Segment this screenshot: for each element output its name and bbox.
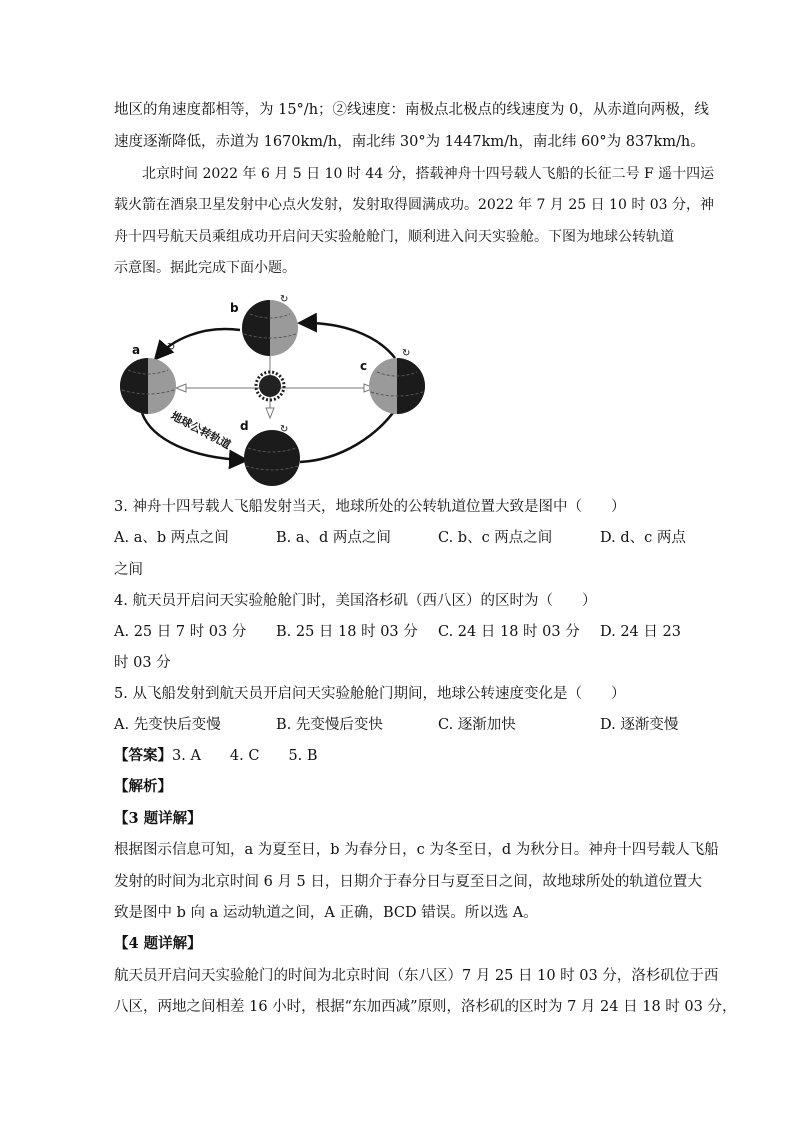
svg-text:↻: ↻ [280,294,289,305]
q5-option-c: C. 逐渐加快 [438,717,516,733]
question-4-stem: 4. 航天员开启问天实验舱舱门时，美国洛杉矶（西八区）的区时为（ ） [114,593,597,609]
sun-icon [256,372,284,400]
orbit-label: 地球公转轨道 [168,409,233,452]
q5-option-a: A. 先变快后变慢 [114,717,221,733]
label-d: d [240,419,249,433]
answer-label: 【答案】 [114,747,172,764]
orbit-arc-d-to-c [300,410,395,462]
passage-line-3: 舟十四号航天员乘组成功开启问天实验舱舱门，顺利进入问天实验舱。下图为地球公转轨道 [114,229,674,245]
q3-detail-line-2: 发射的时间为北京时间 6 月 5 日，日期介于春分日与夏至日之间，故地球所处的轨道位置大 [114,874,702,890]
q3-option-d-continued: 之间 [114,562,143,578]
label-a: a [132,343,141,357]
question-3-stem: 3. 神舟十四号载人飞船发射当天，地球所处的公转轨道位置大致是图中（ ） [114,499,626,515]
q4-detail-line-2: 八区，两地之间相差 16 小时，根据“东加西减”原则，洛杉矶的区时为 7 月 24 日 18 时 03 分， [114,999,737,1015]
q4-option-c: C. 24 日 18 时 03 分 [438,624,580,640]
earth-orbit-diagram [112,290,432,490]
q4-option-b: B. 25 日 18 时 03 分 [276,624,418,640]
passage-line-1: 北京时间 2022 年 6 月 5 日 10 时 44 分，搭载神舟十四号载人飞船的长征二号 F 遥十四运 [142,166,715,182]
q4-detail-label: 【4 题详解】 [114,935,202,952]
q3-option-c: C. b、c 两点之间 [438,530,553,546]
svg-text:↻: ↻ [402,348,411,359]
analysis-label: 【解析】 [114,778,172,795]
answer-values: 3. A 4. C 5. B [172,748,318,764]
q4-detail-line-1: 航天员开启问天实验舱门的时间为北京时间（东八区）7 月 25 日 10 时 03 分，洛杉矶位于西 [114,968,719,984]
earth-position-c [369,358,425,414]
answer-line [114,746,318,766]
passage-line-2: 载火箭在酒泉卫星发射中心点火发射，发射取得圆满成功。2022 年 7 月 25 日 10 时 03 分，神 [114,197,715,213]
intro-line-1: 地区的角速度都相等，为 15°/h；②线速度：南极点北极点的线速度为 0，从赤道向两极，线 [114,102,709,118]
earth-position-a [120,358,176,414]
q3-detail-line-1: 根据图示信息可知，a 为夏至日，b 为春分日，c 为冬至日，d 为秋分日。神舟十四号载人飞船 [114,842,719,858]
q3-option-d: D. d、c 两点 [600,530,686,546]
svg-text:↻: ↻ [167,342,176,353]
q3-option-a: A. a、b 两点之间 [114,530,229,546]
earth-position-b [242,300,298,356]
label-b: b [230,301,239,315]
question-5-stem: 5. 从飞船发射到航天员开启问天实验舱舱门期间，地球公转速度变化是（ ） [114,686,626,702]
q3-option-b: B. a、d 两点之间 [276,530,391,546]
q4-option-d: D. 24 日 23 [600,624,681,640]
q3-detail-line-3: 致是图中 b 向 a 运动轨道之间，A 正确，BCD 错误。所以选 A。 [114,905,538,921]
orbit-arc-c-to-b [302,323,395,358]
svg-text:↻: ↻ [280,424,289,435]
q3-detail-label: 【3 题详解】 [114,810,202,827]
q5-option-d: D. 逐渐变慢 [600,717,679,733]
intro-line-2: 速度逐渐降低，赤道为 1670km/h，南北纬 30°为 1447km/h，南北纬 60°为 837km/h。 [114,134,705,150]
q4-option-d-continued: 时 03 分 [114,655,171,671]
q5-option-b: B. 先变慢后变快 [276,717,383,733]
label-c: c [360,359,368,373]
q4-option-a: A. 25 日 7 时 03 分 [114,624,247,640]
earth-position-d [244,430,300,486]
passage-line-4: 示意图。据此完成下面小题。 [114,260,296,276]
